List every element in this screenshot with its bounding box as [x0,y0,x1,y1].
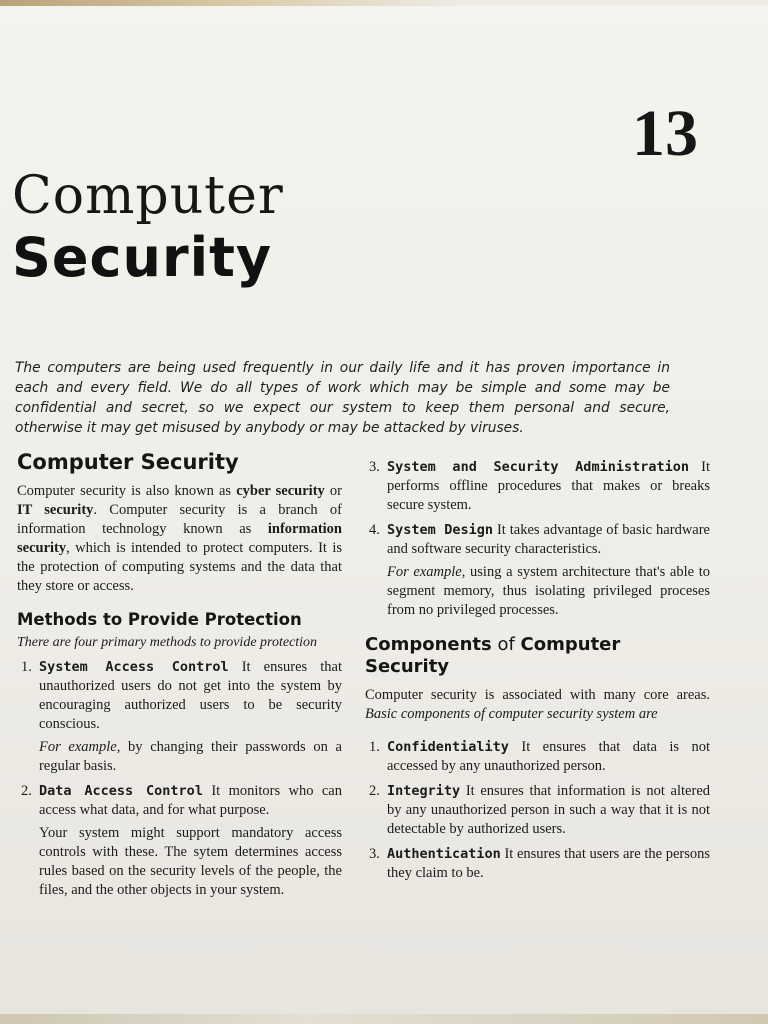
example-text: For example, using a system architecture that's able to segment memory, thus isolating privileged proceses from no privileged processes. [387,564,710,618]
left-column [17,450,342,906]
term-authentication: Authentication [387,846,501,862]
list-item: 3. System and Security Administration It performs offline procedures that makes or breaks secure system. [369,459,711,513]
list-item: 2. Integrity It ensures that information is not altered by any unauthorized person in such a way that it is not detectable by authorized users. [369,783,710,837]
list-item: 3. Authentication It ensures that users are the persons they claim to be. [369,846,710,881]
section-heading-computer-security: Computer Security [17,450,239,474]
keyword-cyber-security: cyber security [236,483,325,499]
keyword-information-security: information security [17,521,342,556]
methods-list-continued [365,458,710,620]
chapter-title-line1: Computer [12,166,284,226]
right-column [365,458,710,889]
methods-heading: Methods to Provide Protection [17,610,302,629]
chapter-title-line2: Security [12,226,273,289]
chapter-number: 13 [632,97,698,170]
list-item: 2. Data Access Control It monitors who can access what data, and for what purpose. Your system might support mandatory access controls with these. The sytem determines access rules based on the security levels of the people, the files, and the other objects in your system. [21,783,342,898]
page-top-edge [0,0,768,6]
term-integrity: Integrity [387,783,461,799]
term-system-access-control: System Access Control [39,659,229,675]
list-item: 1. Confidentiality It ensures that data is not accessed by any unauthorized person. [369,739,710,774]
components-intro: Computer security is associated with many core areas. Basic components of computer security system are [365,687,710,722]
term-system-security-administration: System and Security Administration [387,459,689,475]
list-item: 4. System Design It takes advantage of basic hardware and software security characteristics. For example, using a system architecture that's able to segment memory, thus isolating privileged proceses from no privileged processes. [369,522,710,618]
components-list [365,738,710,883]
page-bottom-edge [0,1014,768,1024]
item-continuation: Your system might support mandatory access controls with these. The sytem determines access rules based on the security levels of the people, the files, and the other objects in your system. [39,825,342,898]
example-text: For example, by changing their passwords on a regular basis. [39,739,342,774]
term-system-design: System Design [387,522,493,538]
definition-paragraph: Computer security is also known as cyber security or IT security. Computer security is a branch of information technology known as information security, which is intended to protect computers. It is the protection of computing systems and the data that they store or access. [17,483,342,594]
chapter-intro: The computers are being used frequently in our daily life and it has proven importance in each and every field. We do all types of work which may be simple and some may be confidential and secret, so we expect our system to keep them personal and secure, otherwise it may get misused by anybody or may be attacked by viruses. [15,359,670,436]
term-confidentiality: Confidentiality [387,739,509,755]
methods-list [17,658,342,900]
keyword-it-security: IT security [17,502,94,518]
methods-lead: There are four primary methods to provide protection [17,635,318,650]
term-data-access-control: Data Access Control [39,783,203,799]
components-heading: Components of Computer Security [365,634,621,677]
list-item: 1. System Access Control It ensures that unauthorized users do not get into the system by encouraging authorized users to be security conscious. For example, by changing their passwords on a regular basis. [21,659,342,774]
